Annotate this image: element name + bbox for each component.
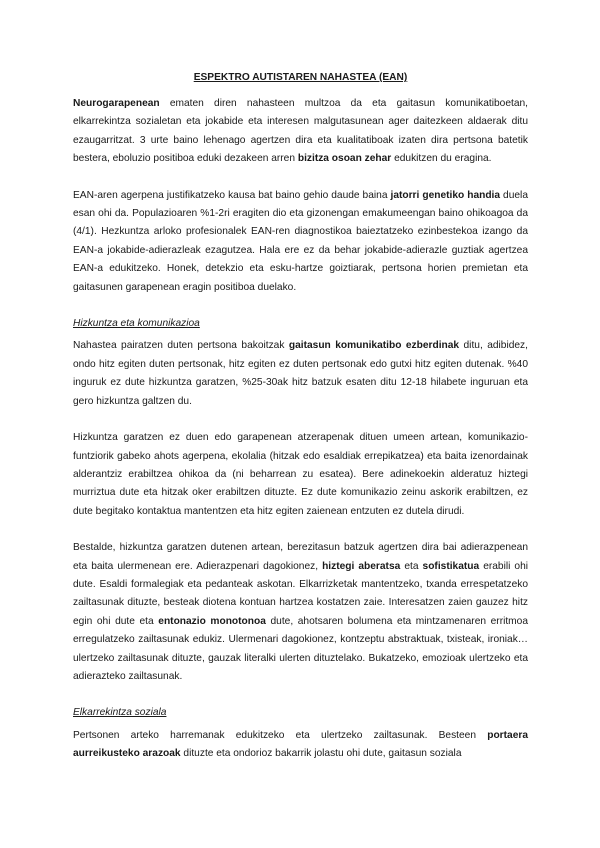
bold-text: Neurogarapenean xyxy=(73,98,160,109)
section-heading: Elkarrekintza soziala xyxy=(73,707,167,719)
text-run: Nahastea pairatzen duten pertsona bakoitzak xyxy=(73,340,289,352)
bold-text: bizitza osoan zehar xyxy=(297,153,392,165)
bold-text: entonazio monotonoa xyxy=(158,615,266,627)
text-run: eta xyxy=(400,560,423,572)
paragraph xyxy=(73,337,528,411)
paragraph xyxy=(73,187,528,297)
text-run: dute, ahotsaren bolumena eta mintzamenaren erritmoa erregulatzeko zailtasunak edukiz. Ulermenari dagokionez, kontzeptu abstraktuak, txisteak, ironiak… ulertzeko zailtasunak dituzte, gauzak literalki ulerten dituztelako. Bukatzeko, emozioak ulertzeko eta adierazteko zailtasunak. xyxy=(73,615,528,682)
section-heading: Hizkuntza eta komunikazioa xyxy=(73,318,200,330)
text-run: erabili ohi dute. Esaldi formalegiak eta pedanteak askotan. Elkarrizketak mantentzeko, txanda errespetatzeko zailtasunak dituzte, besteak diotena kontuan hartzea kostatzen zaie. Interesatzen zaien gauzez hitz egin ohi dute eta xyxy=(73,560,529,627)
paragraph xyxy=(73,539,528,686)
paragraph-spacer xyxy=(73,686,528,704)
text-run: dituzte eta ondorioz bakarrik jolastu ohi dute, gaitasun soziala xyxy=(180,748,462,760)
paragraph xyxy=(73,429,528,521)
text-run: EAN-aren agerpena justifikatzeko kausa bat baino gehio daude baina xyxy=(73,189,391,201)
paragraph-spacer xyxy=(73,297,528,315)
paragraph-spacer xyxy=(73,411,528,429)
text-run: edukitzen du eragina. xyxy=(391,153,492,165)
text-run: Pertsonen arteko harremanak edukitzeko eta ulertzeko zailtasunak. Besteen xyxy=(73,729,488,741)
bold-text: sofistikatua xyxy=(422,560,480,572)
bold-text: portaera aurreikusteko arazoak xyxy=(73,729,528,760)
text-run: duela esan ohi da. Populazioaren %1-2ri eragiten dio eta gizonengan emakumeengan baino ohikoagoa da (4/1). Hezkuntza arloko profesionalek EAN-ren diagnostikoa baieztatzeko ezinbestekoa izango da EAN-a jokabide-adierazleak ezagutzea. Hala ere ez da behar jokabide-adierazle guztiak agertzea EAN-a edukitzeko. Honek, detekzio eta esku-hartze goiztiarak, pertsona horien premietan eta gaitasunen garapenean eragin positiboa duelako. xyxy=(73,189,528,293)
paragraph-spacer xyxy=(73,521,528,539)
text-run: ematen diren nahasteen multzoa da eta gaitasun komunikatiboetan, elkarrekintza sozialetan eta jokabide eta interesen malgutasunean ager daitezkeen aldaerak ditu ezaugarritzat. 3 urte baino lehenago agertzen dira eta kualitatiboak izaten dira pertsona batetik bestera, eboluzio positiboa eduki dezakeen arren xyxy=(73,98,528,165)
document-body xyxy=(73,95,528,764)
paragraph xyxy=(73,95,528,169)
text-run: Hizkuntza garatzen ez duen edo garapenean atzerapenak dituen umeen artean, komunikazio-funtziorik gabeko ahots agerpena, ekolalia (hitzak edo esaldiak errepikatzea) eta baita izenordainak alderantziz erabiltzea ohikoa da (ni beharrean zu esatea). Bere adinekoekin alderatuz hiztegi murriztua dute eta hitzak oker erabiltzen dituzte. Ez dute komunikazio zeinu askorik erabiltzen, ez dute begitako kontaktua mantentzen eta hitz egiten zaienean entzuten ez dutela dirudi. xyxy=(73,432,528,517)
document-title: ESPEKTRO AUTISTAREN NAHASTEA (EAN) xyxy=(193,72,408,83)
bold-text: hiztegi aberatsa xyxy=(322,560,401,572)
document-page xyxy=(73,70,528,764)
paragraph-spacer xyxy=(73,169,528,187)
paragraph xyxy=(73,727,528,764)
bold-text: jatorri genetiko handia xyxy=(390,189,501,201)
text-run: ditu, adibidez, ondo hitz egiten duten pertsonak, hitz egiten ez duten pertsonak edo gutxi hitz egiten dutenak. %40 inguruk ez dute hizkuntza garatzen, %25-30ak hitz batzuk esaten ditu 12-18 hilabete inguruan eta gero hizkuntza galtzen du. xyxy=(73,340,528,407)
bold-text: gaitasun komunikatibo ezberdinak xyxy=(288,340,460,352)
text-run: Bestalde, hizkuntza garatzen dutenen artean, berezitasun batzuk agertzen dira bai adierazpenean eta baita ulermenean ere. Adierazpenari dagokionez, xyxy=(73,542,528,572)
